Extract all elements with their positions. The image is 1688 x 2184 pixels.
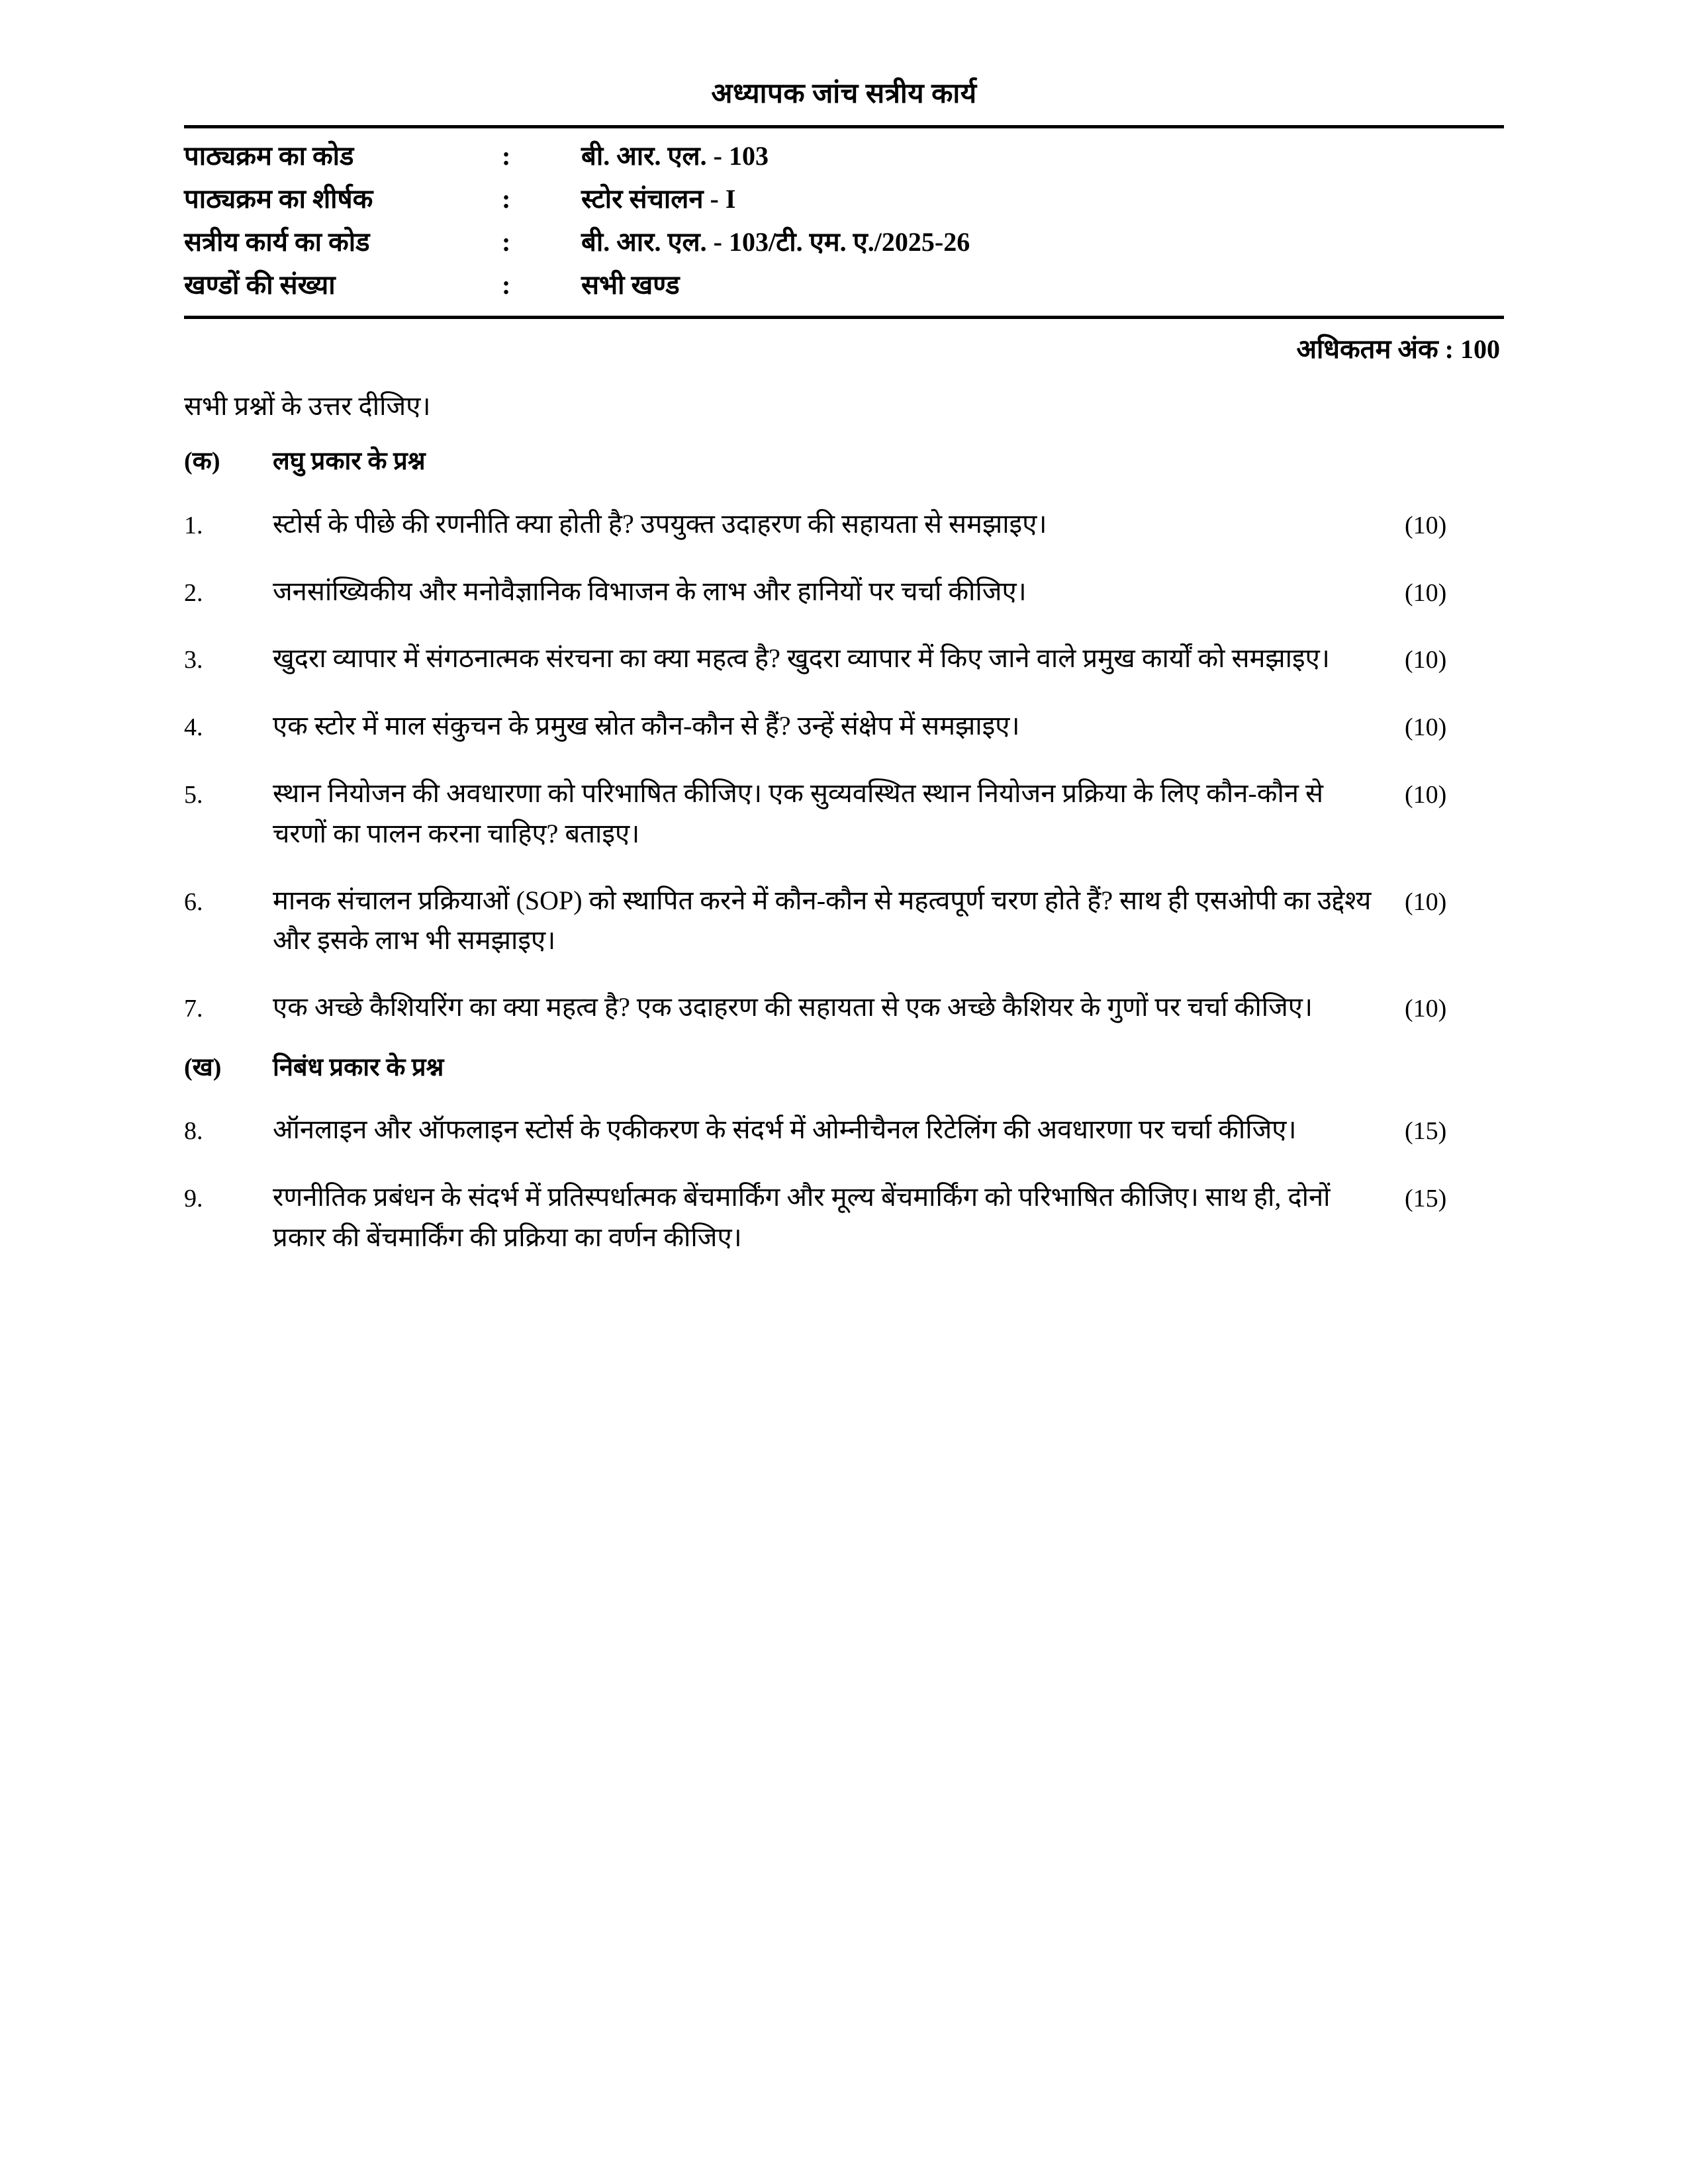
section-title: लघु प्रकार के प्रश्न bbox=[273, 447, 426, 476]
metadata-colon: : bbox=[502, 226, 511, 257]
question-text: स्थान नियोजन की अवधारणा को परिभाषित कीजिए। एक सुव्यवस्थित स्थान नियोजन प्रक्रिया के लिए कौन-कौन से चरणों का पालन करना चाहिए? बताइए। bbox=[273, 778, 1324, 848]
page-content bbox=[184, 0, 1504, 1258]
question-marks: (10) bbox=[1405, 887, 1447, 916]
metadata-rows bbox=[184, 135, 1504, 306]
question-marks: (10) bbox=[1405, 511, 1447, 539]
metadata-label: पाठ्यक्रम का कोड bbox=[184, 141, 354, 171]
question-text: जनसांख्यिकीय और मनोवैज्ञानिक विभाजन के लाभ और हानियों पर चर्चा कीजिए। bbox=[273, 576, 1027, 606]
question-text: स्टोर्स के पीछे की रणनीति क्या होती है? उपयुक्त उदाहरण की सहायता से समझाइए। bbox=[273, 508, 1047, 539]
question-marks: (10) bbox=[1405, 780, 1447, 809]
metadata-label: खण्डों की संख्या bbox=[184, 269, 336, 300]
question-item bbox=[184, 545, 1504, 613]
metadata-label: पाठ्यक्रम का शीर्षक bbox=[184, 184, 373, 214]
question-marks: (15) bbox=[1405, 1185, 1447, 1213]
metadata-label: सत्रीय कार्य का कोड bbox=[184, 226, 370, 257]
instruction-text: सभी प्रश्नों के उत्तर दीजिए। bbox=[184, 391, 431, 422]
question-item bbox=[184, 747, 1504, 854]
question-text: एक स्टोर में माल संकुचन के प्रमुख स्रोत कौन-कौन से हैं? उन्हें संक्षेप में समझाइए। bbox=[273, 711, 1020, 741]
metadata-value: स्टोर संचालन - I bbox=[581, 184, 736, 214]
section-title: निबंध प्रकार के प्रश्न bbox=[273, 1053, 444, 1081]
question-marks: (10) bbox=[1405, 578, 1447, 607]
section-heading-b bbox=[184, 1028, 1504, 1084]
question-item bbox=[184, 680, 1504, 747]
question-number: 8. bbox=[184, 1117, 203, 1146]
section-marker: (क) bbox=[184, 447, 220, 476]
metadata-value: बी. आर. एल. - 103 bbox=[581, 141, 769, 171]
table-row bbox=[184, 221, 1504, 264]
question-number: 3. bbox=[184, 646, 203, 674]
question-item bbox=[184, 612, 1504, 680]
page-title: अध्यापक जांच सत्रीय कार्य bbox=[711, 79, 977, 109]
question-item bbox=[184, 1083, 1504, 1151]
metadata-colon: : bbox=[502, 269, 511, 300]
question-number: 1. bbox=[184, 511, 203, 539]
question-item bbox=[184, 854, 1504, 962]
question-number: 6. bbox=[184, 887, 203, 916]
course-metadata-table bbox=[184, 135, 1504, 306]
table-row bbox=[184, 264, 1504, 307]
question-number: 2. bbox=[184, 578, 203, 607]
question-marks: (10) bbox=[1405, 646, 1447, 674]
metadata-value: सभी खण्ड bbox=[581, 269, 680, 300]
question-item bbox=[184, 478, 1504, 545]
table-row bbox=[184, 135, 1504, 178]
header-divider-top bbox=[184, 125, 1504, 128]
question-number: 4. bbox=[184, 713, 203, 742]
section-marker: (ख) bbox=[184, 1053, 222, 1081]
question-number: 5. bbox=[184, 780, 203, 809]
question-text: ऑनलाइन और ऑफलाइन स्टोर्स के एकीकरण के संदर्भ में ओम्नीचैनल रिटेलिंग की अवधारणा पर चर्चा कीजिए। bbox=[273, 1115, 1297, 1145]
question-marks: (10) bbox=[1405, 995, 1447, 1023]
question-number: 7. bbox=[184, 995, 203, 1023]
question-number: 9. bbox=[184, 1185, 203, 1213]
question-text: रणनीतिक प्रबंधन के संदर्भ में प्रतिस्पर्धात्मक बेंचमार्किंग और मूल्य बेंचमार्किंग को परिभाषित कीजिए। साथ ही, दोनों प्रकार की बेंचमार्किंग की प्रक्रिया का वर्णन कीजिए। bbox=[273, 1182, 1331, 1252]
metadata-colon: : bbox=[502, 184, 511, 214]
question-marks: (15) bbox=[1405, 1117, 1447, 1146]
metadata-colon: : bbox=[502, 141, 511, 171]
maximum-marks: अधिकतम अंक : 100 bbox=[1296, 334, 1500, 365]
question-marks: (10) bbox=[1405, 713, 1447, 742]
metadata-value: बी. आर. एल. - 103/टी. एम. ए./2025-26 bbox=[581, 226, 970, 257]
question-item bbox=[184, 961, 1504, 1028]
section-heading-a bbox=[184, 422, 1504, 478]
question-text: मानक संचालन प्रक्रियाओं (SOP) को स्थापित करने में कौन-कौन से महत्वपूर्ण चरण होते हैं? साथ ही एसओपी का उद्देश्य और इसके लाभ भी समझाइए। bbox=[273, 885, 1372, 956]
question-text: खुदरा व्यापार में संगठनात्मक संरचना का क्या महत्व है? खुदरा व्यापार में किए जाने वाले प्रमुख कार्यों को समझाइए। bbox=[273, 643, 1330, 674]
question-item bbox=[184, 1151, 1504, 1258]
question-text: एक अच्छे कैशियरिंग का क्या महत्व है? एक उदाहरण की सहायता से एक अच्छे कैशियर के गुणों पर चर्चा कीजिए। bbox=[273, 992, 1313, 1023]
table-row bbox=[184, 178, 1504, 221]
